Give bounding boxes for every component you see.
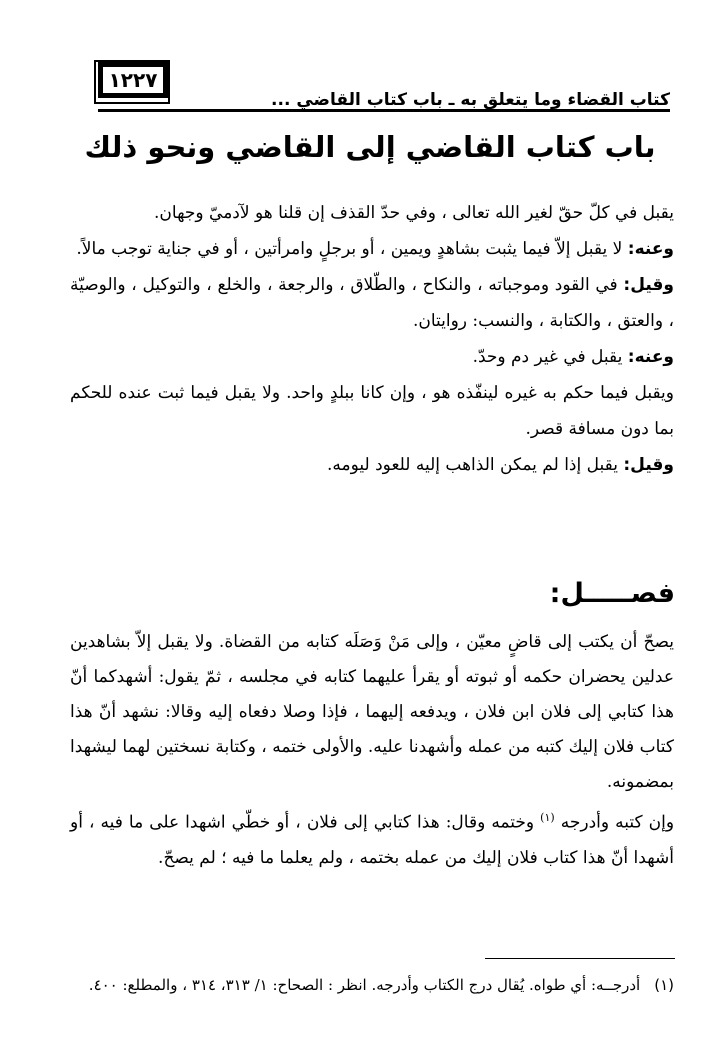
header-rule — [98, 109, 670, 112]
paragraph-text: في القود وموجباته ، والنكاح ، والطّلاق ، والرجعة ، والخلع ، والتوكيل ، والوصيّة ، والعتق ، والكتابة ، والنسب: روايتان. — [70, 275, 674, 331]
paragraph-text-after-note: وختمه وقال: هذا كتابي إلى فلان ، أو خطّي اشهدا على ما فيه ، أو أشهدا أنّ هذا كتاب فلان إليك من عمله بختمه ، ولم يعلما ما فيه ؛ لم يصحّ. — [70, 812, 674, 868]
chapter-title: باب كتاب القاضي إلى القاضي ونحو ذلك — [84, 130, 656, 164]
paragraph — [70, 195, 674, 231]
paragraph — [70, 800, 674, 876]
paragraph-text: يقبل إذا لم يمكن الذاهب إليه للعود ليومه. — [326, 455, 618, 475]
page-number: ١٢٢٧ — [98, 62, 168, 98]
paragraph — [70, 267, 674, 339]
running-header — [70, 62, 670, 112]
paragraph — [70, 375, 674, 447]
paragraph-text: لا يقبل إلاّ فيما يثبت بشاهدٍ ويمين ، أو برجلٍ وامرأتين ، أو في جناية توجب مالاً. — [76, 239, 623, 259]
paragraph-lead: وقيل: — [623, 275, 675, 295]
paragraph — [70, 339, 674, 375]
paragraph-text: يقبل في كلّ حقّ لغير الله تعالى ، وفي حدّ القذف إن قلنا هو لآدميّ وجهان. — [154, 203, 674, 223]
footnote-mark: (١) — [654, 976, 674, 994]
footnote-text: أدرجــه: أي طواه. يُقال درج الكتاب وأدرجه. انظر : الصحاح: ١/ ٣١٣، ٣١٤ ، والمطلع: ٤٠٠. — [88, 976, 641, 994]
main-text — [70, 195, 674, 483]
paragraph-lead: وعنه: — [627, 239, 674, 259]
paragraph — [70, 447, 674, 483]
running-header-title: كتاب القضاء وما يتعلق به ـ باب كتاب القاضي ... — [271, 90, 670, 110]
footnote-rule — [485, 958, 675, 959]
paragraph-text: يقبل في غير دم وحدّ. — [472, 347, 623, 367]
paragraph — [70, 231, 674, 267]
paragraph-text-before-note: وإن كتبه وأدرجه — [560, 812, 675, 833]
section-text — [70, 625, 674, 876]
paragraph-text: ويقبل فيما حكم به غيره لينفّذه هو ، وإن كانا ببلدٍ واحد. ولا يقبل فيما ثبت عنده للحكم بما دون مسافة قصر. — [70, 383, 674, 439]
footnote-reference: (١) — [540, 811, 555, 824]
paragraph-text: يصحّ أن يكتب إلى قاضٍ معيّن ، وإلى مَنْ وَصَلَه كتابه من القضاة. ولا يقبل إلاّ بشاهدين عدلين يحضران حكمه أو ثبوته أو يقرأ عليهما كتابه في مجلسه ، ثمّ يقول: أشهدكما أنّ هذا كتابي إلى فلان ابن فلان ، ويدفعه إليهما ، فإذا وصلا دفعاه إليه وقالا: نشهد أنّ هذا كتاب فلان إليك كتبه من عمله وأشهدنا عليه. والأولى ختمه ، وكتابة نسختين لهما ليشهدا بمضمونه. — [70, 632, 674, 792]
paragraph-lead: وقيل: — [623, 455, 674, 475]
footnote — [70, 970, 674, 1000]
paragraph — [70, 625, 674, 800]
paragraph-lead: وعنه: — [627, 347, 674, 367]
section-heading: فصـــــل: — [549, 578, 675, 609]
